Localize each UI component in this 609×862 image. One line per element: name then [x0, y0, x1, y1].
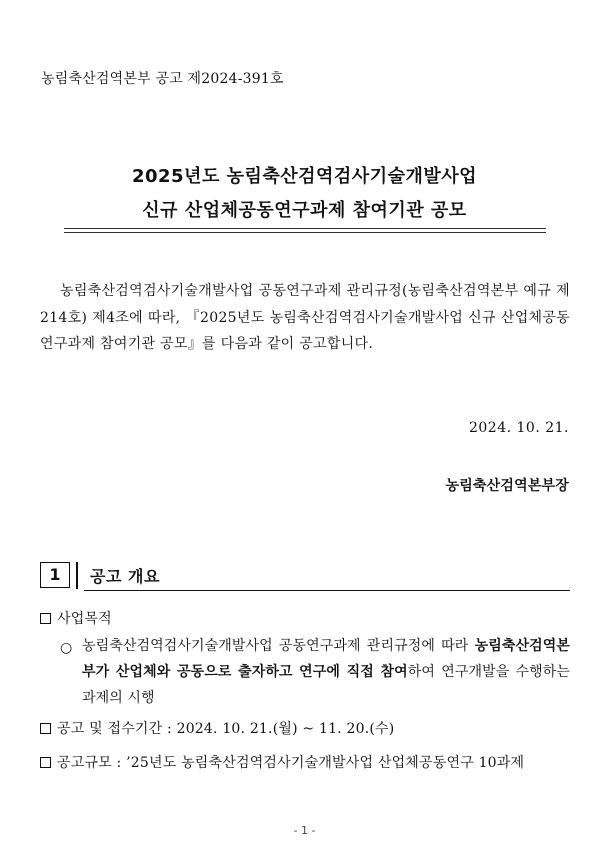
item-period-label: 공고 및 접수기간 : 2024. 10. 21.(월) ~ 11. 20.(수) — [57, 721, 395, 737]
notice-number: 농림축산검역본부 공고 제2024-391호 — [41, 71, 284, 87]
section-separator-bar — [76, 562, 78, 589]
item-scale-label: 공고규모 : ’25년도 농림축산검역검사기술개발사업 산업체공동연구 10과제 — [57, 755, 525, 771]
section-number-box: 1 — [40, 562, 70, 588]
item-period — [40, 718, 394, 738]
section-underline — [84, 590, 570, 591]
square-bullet-icon — [40, 757, 51, 768]
square-bullet-icon — [40, 723, 51, 734]
purpose-text-emphasis: 농림축산검역본부가 산업체와 공동으로 출자하고 연구에 직접 참여 — [82, 638, 570, 680]
square-bullet-icon — [40, 613, 51, 624]
announcement-date: 2024. 10. 21. — [468, 420, 569, 436]
item-purpose — [40, 608, 112, 628]
page-number: - 1 - — [293, 824, 316, 837]
document-title-line2: 신규 산업체공동연구과제 참여기관 공모 — [142, 200, 467, 221]
document-title-line1: 2025년도 농림축산검역검사기술개발사업 — [131, 166, 478, 187]
purpose-description — [82, 633, 570, 711]
item-scale — [40, 752, 524, 772]
circle-bullet-icon: ○ — [60, 640, 73, 656]
item-purpose-label: 사업목적 — [57, 611, 112, 627]
intro-paragraph: 농림축산검역검사기술개발사업 공동연구과제 관리규정(농림축산검역본부 예규 제214호) 제4조에 따라, 『2025년도 농림축산검역검사기술개발사업 신규 산업체공동연구과제 참여기관 공모』를 다음과 같이 공고합니다. — [40, 283, 570, 352]
title-divider-top — [64, 228, 546, 229]
issuing-organization: 농림축산검역본부장 — [445, 478, 569, 494]
purpose-text-start: 농림축산검역검사기술개발사업 공동연구과제 관리규정에 따라 — [82, 638, 475, 654]
purpose-text-end: 하여 연구개발을 수행하는 과제의 시행 — [82, 664, 570, 706]
section-title: 공고 개요 — [90, 567, 160, 586]
title-divider-bottom — [64, 232, 546, 233]
